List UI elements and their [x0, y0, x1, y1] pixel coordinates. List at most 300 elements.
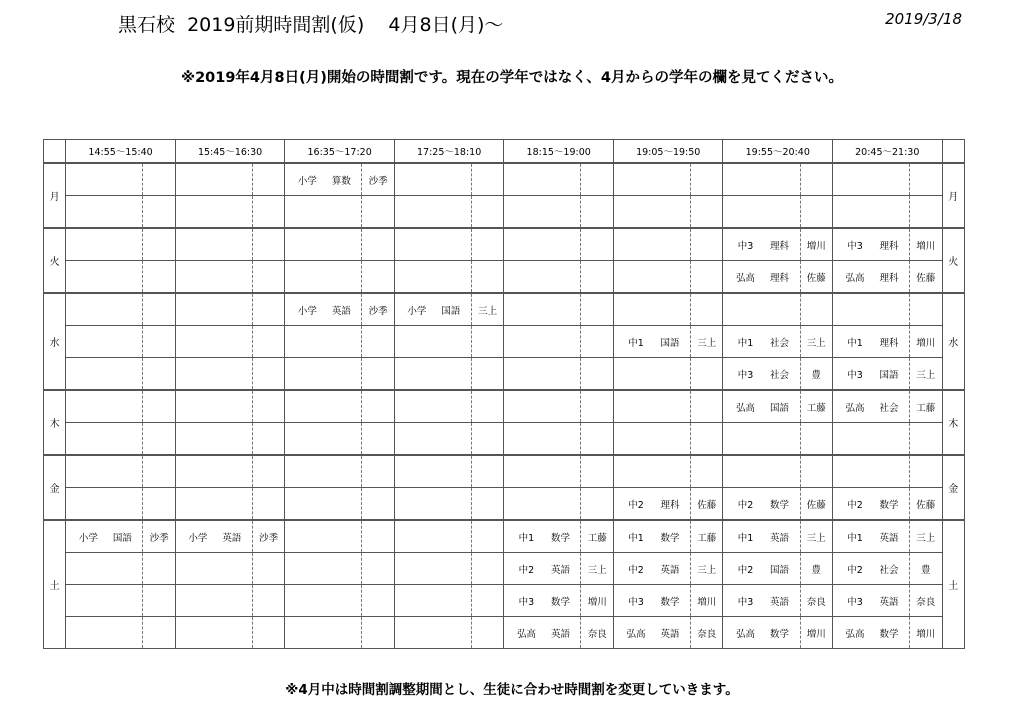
- class-cell: [723, 228, 800, 261]
- grade-label: 中2: [628, 499, 644, 511]
- class-cell: [285, 196, 362, 229]
- teacher-cell: [471, 358, 503, 391]
- teacher-cell: [143, 228, 175, 261]
- teacher-cell: [471, 390, 503, 423]
- subject-label: 数学: [550, 596, 570, 608]
- class-cell: [394, 488, 471, 521]
- class-cell: [504, 163, 581, 196]
- class-cell: [66, 358, 143, 391]
- table-row: [44, 553, 965, 585]
- teacher-cell: [252, 617, 284, 649]
- class-cell: [504, 520, 581, 553]
- teacher-cell: [691, 358, 723, 391]
- teacher-cell: [252, 455, 284, 488]
- teacher-cell: [362, 163, 394, 196]
- subject-label: 数学: [879, 499, 899, 511]
- subject-label: 国語: [112, 532, 132, 544]
- class-cell: [66, 261, 143, 294]
- notice-text: ※2019年4月8日(月)開始の時間割です。現在の学年ではなく、4月からの学年の欄を見てください。: [180, 70, 844, 86]
- subject-label: 英語: [770, 532, 790, 544]
- class-cell: [833, 617, 910, 649]
- subject-label: 理科: [879, 337, 899, 349]
- teacher-cell: [581, 585, 613, 617]
- teacher-cell: [910, 163, 942, 196]
- class-cell: [285, 293, 362, 326]
- teacher-cell: [800, 423, 832, 456]
- teacher-cell: [581, 196, 613, 229]
- teacher-label: 奈良: [916, 596, 936, 608]
- grade-label: 小学: [297, 175, 317, 187]
- teacher-cell: [362, 617, 394, 649]
- teacher-cell: [471, 326, 503, 358]
- class-cell: [394, 520, 471, 553]
- teacher-cell: [691, 163, 723, 196]
- class-cell: [66, 196, 143, 229]
- grade-label: 中1: [628, 337, 644, 349]
- subject-label: 社会: [770, 337, 790, 349]
- class-cell: [833, 358, 910, 391]
- grade-label: 中3: [518, 596, 535, 608]
- teacher-label: 工藤: [587, 532, 607, 544]
- class-cell: [723, 390, 800, 423]
- teacher-label: 奈良: [806, 596, 826, 608]
- subject-label: 理科: [660, 499, 680, 511]
- class-cell: [613, 488, 690, 521]
- teacher-cell: [143, 261, 175, 294]
- teacher-cell: [800, 293, 832, 326]
- teacher-label: 沙季: [149, 532, 169, 544]
- teacher-cell: [910, 617, 942, 649]
- table-row: [44, 261, 965, 294]
- period-header: 19:05〜19:50: [613, 140, 723, 164]
- class-cell: [833, 163, 910, 196]
- teacher-label: 三上: [478, 305, 498, 317]
- subject-label: 英語: [879, 532, 899, 544]
- class-cell: [175, 585, 252, 617]
- class-cell: [504, 358, 581, 391]
- grade-label: 中2: [628, 564, 644, 576]
- table-row: [44, 358, 965, 391]
- teacher-label: 三上: [916, 532, 936, 544]
- teacher-label: 佐藤: [806, 272, 826, 284]
- teacher-label: 増川: [916, 240, 936, 252]
- teacher-label: 沙季: [368, 305, 388, 317]
- class-cell: [394, 423, 471, 456]
- grade-label: 弘高: [516, 628, 536, 640]
- class-cell: [175, 228, 252, 261]
- teacher-cell: [252, 163, 284, 196]
- teacher-label: 奈良: [587, 628, 607, 640]
- subject-label: 数学: [550, 532, 570, 544]
- teacher-cell: [143, 455, 175, 488]
- class-cell: [66, 488, 143, 521]
- teacher-cell: [581, 163, 613, 196]
- teacher-cell: [143, 423, 175, 456]
- page-title: 黒石校 2019前期時間割(仮) 4月8日(月)〜: [118, 14, 504, 36]
- subject-label: 英語: [550, 628, 570, 640]
- grade-label: 弘高: [626, 628, 646, 640]
- grade-label: 弘高: [845, 628, 865, 640]
- teacher-cell: [362, 585, 394, 617]
- class-cell: [66, 520, 143, 553]
- class-cell: [285, 326, 362, 358]
- grade-label: 中3: [847, 369, 863, 381]
- class-cell: [723, 455, 800, 488]
- table-row: [44, 520, 965, 553]
- table-row: [44, 228, 965, 261]
- class-cell: [285, 358, 362, 391]
- teacher-label: 佐藤: [916, 499, 936, 511]
- teacher-cell: [471, 423, 503, 456]
- grade-label: 中3: [847, 596, 863, 608]
- teacher-cell: [800, 358, 832, 391]
- class-cell: [285, 390, 362, 423]
- grade-label: 小学: [407, 305, 427, 317]
- class-cell: [394, 228, 471, 261]
- grade-label: 弘高: [736, 402, 756, 414]
- class-cell: [175, 358, 252, 391]
- corner-cell: [942, 140, 964, 164]
- class-cell: [394, 455, 471, 488]
- class-cell: [66, 553, 143, 585]
- grade-label: 小学: [188, 532, 208, 544]
- class-cell: [504, 293, 581, 326]
- teacher-label: 三上: [806, 532, 826, 544]
- teacher-cell: [910, 261, 942, 294]
- teacher-cell: [362, 326, 394, 358]
- teacher-cell: [691, 423, 723, 456]
- table-row: [44, 196, 965, 229]
- teacher-cell: [143, 293, 175, 326]
- teacher-label: 増川: [806, 240, 826, 252]
- teacher-cell: [910, 585, 942, 617]
- class-cell: [613, 196, 690, 229]
- teacher-label: 沙季: [368, 175, 388, 187]
- teacher-cell: [471, 455, 503, 488]
- teacher-cell: [362, 423, 394, 456]
- class-cell: [613, 261, 690, 294]
- class-cell: [504, 261, 581, 294]
- teacher-cell: [471, 163, 503, 196]
- class-cell: [833, 520, 910, 553]
- teacher-cell: [800, 520, 832, 553]
- teacher-cell: [691, 228, 723, 261]
- teacher-cell: [143, 585, 175, 617]
- class-cell: [833, 488, 910, 521]
- period-header: 19:55〜20:40: [723, 140, 833, 164]
- teacher-cell: [252, 520, 284, 553]
- class-cell: [504, 488, 581, 521]
- class-cell: [723, 520, 800, 553]
- class-cell: [504, 423, 581, 456]
- teacher-cell: [471, 261, 503, 294]
- teacher-cell: [143, 520, 175, 553]
- table-row: [44, 617, 965, 649]
- teacher-label: 増川: [806, 628, 826, 640]
- teacher-cell: [691, 455, 723, 488]
- table-row: [44, 326, 965, 358]
- teacher-cell: [581, 358, 613, 391]
- subject-label: 数学: [770, 499, 790, 511]
- class-cell: [66, 293, 143, 326]
- grade-label: 中1: [628, 532, 644, 544]
- teacher-cell: [362, 553, 394, 585]
- subject-label: 英語: [770, 596, 790, 608]
- class-cell: [613, 553, 690, 585]
- period-header: 16:35〜17:20: [285, 140, 395, 164]
- day-label: 金: [942, 455, 964, 520]
- teacher-cell: [143, 196, 175, 229]
- day-label: 水: [44, 293, 66, 390]
- teacher-cell: [691, 326, 723, 358]
- class-cell: [394, 196, 471, 229]
- subject-label: 国語: [770, 564, 790, 576]
- class-cell: [285, 488, 362, 521]
- teacher-cell: [471, 585, 503, 617]
- class-cell: [66, 326, 143, 358]
- class-cell: [175, 617, 252, 649]
- class-cell: [504, 455, 581, 488]
- class-cell: [394, 585, 471, 617]
- teacher-cell: [800, 196, 832, 229]
- class-cell: [833, 423, 910, 456]
- teacher-cell: [691, 261, 723, 294]
- class-cell: [613, 358, 690, 391]
- subject-label: 理科: [879, 272, 899, 284]
- grade-label: 中1: [737, 532, 754, 544]
- issue-date: 2019/3/18: [885, 10, 962, 28]
- class-cell: [66, 455, 143, 488]
- subject-label: 数学: [660, 596, 680, 608]
- class-cell: [723, 293, 800, 326]
- class-cell: [175, 390, 252, 423]
- teacher-cell: [691, 553, 723, 585]
- class-cell: [504, 326, 581, 358]
- grade-label: 中3: [737, 369, 754, 381]
- teacher-cell: [471, 196, 503, 229]
- class-cell: [723, 163, 800, 196]
- class-cell: [833, 196, 910, 229]
- teacher-cell: [252, 261, 284, 294]
- class-cell: [613, 585, 690, 617]
- class-cell: [723, 488, 800, 521]
- teacher-cell: [143, 390, 175, 423]
- teacher-label: 工藤: [697, 532, 717, 544]
- grade-label: 中1: [847, 532, 863, 544]
- teacher-cell: [691, 488, 723, 521]
- grade-label: 小学: [297, 305, 317, 317]
- teacher-cell: [362, 196, 394, 229]
- grade-label: 中3: [737, 596, 754, 608]
- teacher-cell: [910, 293, 942, 326]
- day-label: 土: [44, 520, 66, 649]
- class-cell: [394, 390, 471, 423]
- class-cell: [285, 585, 362, 617]
- grade-label: 中2: [847, 499, 863, 511]
- subject-label: 社会: [879, 564, 899, 576]
- teacher-cell: [910, 423, 942, 456]
- teacher-cell: [471, 520, 503, 553]
- class-cell: [504, 390, 581, 423]
- class-cell: [285, 423, 362, 456]
- teacher-cell: [143, 163, 175, 196]
- teacher-cell: [252, 228, 284, 261]
- class-cell: [723, 553, 800, 585]
- teacher-cell: [910, 196, 942, 229]
- grade-label: 中3: [847, 240, 863, 252]
- class-cell: [66, 617, 143, 649]
- class-cell: [723, 585, 800, 617]
- grade-label: 弘高: [736, 272, 756, 284]
- table-row: [44, 488, 965, 521]
- class-cell: [833, 293, 910, 326]
- teacher-cell: [910, 520, 942, 553]
- class-cell: [285, 553, 362, 585]
- teacher-cell: [581, 423, 613, 456]
- class-cell: [833, 326, 910, 358]
- subject-label: 数学: [770, 628, 790, 640]
- class-cell: [504, 585, 581, 617]
- table-row: [44, 390, 965, 423]
- class-cell: [285, 455, 362, 488]
- class-cell: [66, 163, 143, 196]
- teacher-cell: [471, 488, 503, 521]
- class-cell: [723, 196, 800, 229]
- teacher-label: 工藤: [916, 402, 936, 414]
- teacher-cell: [143, 553, 175, 585]
- teacher-cell: [143, 488, 175, 521]
- teacher-cell: [362, 455, 394, 488]
- day-label: 金: [44, 455, 66, 520]
- teacher-label: 佐藤: [806, 499, 826, 511]
- teacher-cell: [691, 390, 723, 423]
- class-cell: [175, 326, 252, 358]
- class-cell: [833, 261, 910, 294]
- teacher-label: 増川: [916, 628, 936, 640]
- class-cell: [285, 261, 362, 294]
- teacher-cell: [691, 585, 723, 617]
- teacher-cell: [252, 358, 284, 391]
- subject-label: 数学: [660, 532, 680, 544]
- subject-label: 国語: [879, 369, 899, 381]
- teacher-label: 増川: [916, 337, 936, 349]
- teacher-cell: [581, 326, 613, 358]
- period-header: 14:55〜15:40: [66, 140, 176, 164]
- class-cell: [394, 163, 471, 196]
- subject-label: 国語: [660, 337, 680, 349]
- class-cell: [175, 455, 252, 488]
- table-row: [44, 293, 965, 326]
- grade-label: 弘高: [845, 272, 865, 284]
- period-header-row: [44, 140, 965, 164]
- teacher-label: 豊: [921, 564, 931, 576]
- teacher-cell: [252, 488, 284, 521]
- teacher-cell: [800, 585, 832, 617]
- class-cell: [175, 423, 252, 456]
- class-cell: [833, 228, 910, 261]
- class-cell: [66, 585, 143, 617]
- class-cell: [285, 163, 362, 196]
- teacher-cell: [252, 585, 284, 617]
- class-cell: [66, 228, 143, 261]
- teacher-label: 増川: [587, 596, 607, 608]
- teacher-cell: [910, 390, 942, 423]
- subject-label: 国語: [770, 402, 790, 414]
- class-cell: [285, 617, 362, 649]
- teacher-cell: [910, 455, 942, 488]
- class-cell: [613, 423, 690, 456]
- teacher-cell: [910, 326, 942, 358]
- class-cell: [504, 196, 581, 229]
- class-cell: [613, 163, 690, 196]
- teacher-cell: [252, 423, 284, 456]
- table-row: [44, 163, 965, 196]
- subject-label: 社会: [879, 402, 899, 414]
- teacher-cell: [691, 617, 723, 649]
- teacher-cell: [691, 520, 723, 553]
- timetable: [43, 139, 965, 649]
- class-cell: [723, 326, 800, 358]
- subject-label: 数学: [879, 628, 899, 640]
- class-cell: [613, 520, 690, 553]
- class-cell: [394, 617, 471, 649]
- teacher-cell: [581, 455, 613, 488]
- teacher-cell: [362, 261, 394, 294]
- teacher-cell: [581, 228, 613, 261]
- teacher-label: 工藤: [806, 402, 826, 414]
- teacher-cell: [252, 553, 284, 585]
- table-row: [44, 423, 965, 456]
- teacher-cell: [143, 326, 175, 358]
- subject-label: 英語: [660, 564, 680, 576]
- teacher-label: 三上: [806, 337, 826, 349]
- class-cell: [394, 326, 471, 358]
- grade-label: 中2: [737, 564, 754, 576]
- subject-label: 英語: [222, 532, 242, 544]
- teacher-cell: [471, 293, 503, 326]
- teacher-cell: [471, 553, 503, 585]
- teacher-cell: [800, 455, 832, 488]
- teacher-cell: [143, 617, 175, 649]
- teacher-cell: [362, 488, 394, 521]
- grade-label: 中2: [847, 564, 863, 576]
- grade-label: 中2: [518, 564, 535, 576]
- subject-label: 社会: [770, 369, 790, 381]
- teacher-cell: [581, 520, 613, 553]
- day-label: 水: [942, 293, 964, 390]
- teacher-cell: [910, 228, 942, 261]
- class-cell: [504, 228, 581, 261]
- timetable-body: [44, 163, 965, 649]
- teacher-cell: [362, 228, 394, 261]
- grade-label: 弘高: [736, 628, 756, 640]
- teacher-label: 沙季: [259, 532, 279, 544]
- class-cell: [613, 617, 690, 649]
- teacher-cell: [581, 390, 613, 423]
- class-cell: [66, 390, 143, 423]
- period-header: 20:45〜21:30: [833, 140, 943, 164]
- grade-label: 中2: [737, 499, 754, 511]
- teacher-cell: [691, 196, 723, 229]
- teacher-cell: [143, 358, 175, 391]
- table-row: [44, 455, 965, 488]
- subject-label: 英語: [550, 564, 570, 576]
- subject-label: 理科: [770, 272, 790, 284]
- teacher-cell: [800, 326, 832, 358]
- class-cell: [394, 358, 471, 391]
- corner-cell: [44, 140, 66, 164]
- grade-label: 中1: [518, 532, 535, 544]
